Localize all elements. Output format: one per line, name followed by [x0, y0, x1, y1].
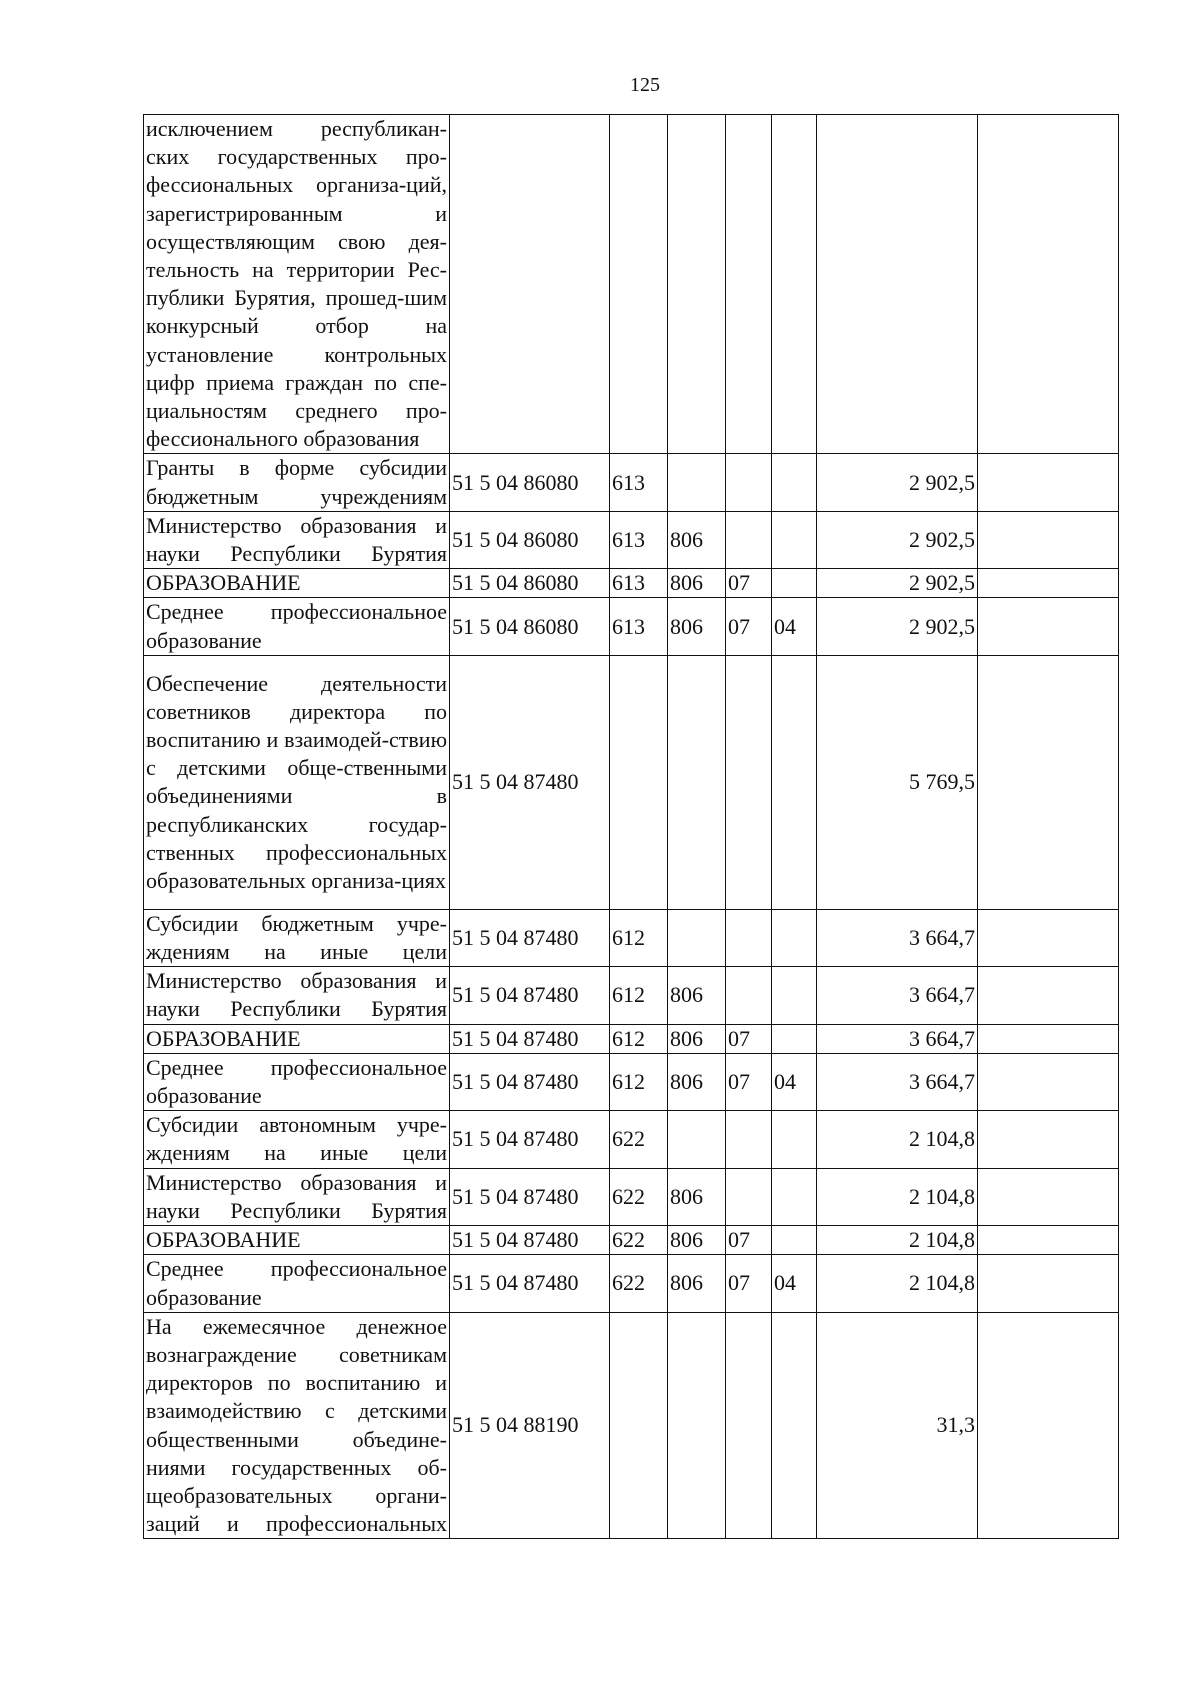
row-name: Министерство образования и науки Республики Бурятия: [144, 1168, 450, 1225]
subsection-code: [772, 115, 817, 454]
subsection-code: 04: [772, 598, 817, 655]
table-row: [144, 598, 1119, 655]
subsection-code: [772, 1226, 817, 1255]
amount: 3 664,7: [817, 1053, 978, 1110]
expense-type-code: [610, 655, 668, 909]
target-article-code: 51 5 04 86080: [450, 598, 610, 655]
subsection-code: [772, 967, 817, 1024]
empty-cell: [978, 655, 1119, 909]
subsection-code: 04: [772, 1255, 817, 1312]
table-row: [144, 1168, 1119, 1225]
amount: [817, 115, 978, 454]
amount: 2 104,8: [817, 1226, 978, 1255]
expense-type-code: 622: [610, 1255, 668, 1312]
target-article-code: [450, 115, 610, 454]
amount: 3 664,7: [817, 967, 978, 1024]
empty-cell: [978, 115, 1119, 454]
empty-cell: [978, 511, 1119, 568]
target-article-code: 51 5 04 86080: [450, 511, 610, 568]
administrator-code: 806: [668, 1053, 726, 1110]
expense-type-code: 622: [610, 1226, 668, 1255]
table-row: [144, 1053, 1119, 1110]
amount: 2 104,8: [817, 1111, 978, 1168]
administrator-code: 806: [668, 1226, 726, 1255]
target-article-code: 51 5 04 87480: [450, 1226, 610, 1255]
administrator-code: 806: [668, 511, 726, 568]
empty-cell: [978, 1053, 1119, 1110]
table-row: [144, 115, 1119, 454]
section-code: [726, 1312, 772, 1539]
expense-type-code: 613: [610, 511, 668, 568]
amount: 3 664,7: [817, 1024, 978, 1053]
target-article-code: 51 5 04 88190: [450, 1312, 610, 1539]
subsection-code: [772, 454, 817, 511]
empty-cell: [978, 1255, 1119, 1312]
row-name: ОБРАЗОВАНИЕ: [144, 1226, 450, 1255]
empty-cell: [978, 967, 1119, 1024]
row-name: Субсидии бюджетным учре-ждениям на иные цели: [144, 909, 450, 966]
table-row: [144, 1226, 1119, 1255]
target-article-code: 51 5 04 87480: [450, 1053, 610, 1110]
table-row: [144, 655, 1119, 909]
amount: 2 902,5: [817, 569, 978, 598]
empty-cell: [978, 598, 1119, 655]
section-code: 07: [726, 1226, 772, 1255]
section-code: [726, 454, 772, 511]
table-row: [144, 1255, 1119, 1312]
table-row: [144, 909, 1119, 966]
table-row: [144, 454, 1119, 511]
administrator-code: 806: [668, 1255, 726, 1312]
section-code: [726, 655, 772, 909]
row-name: На ежемесячное денежное вознаграждение советникам директоров по воспитанию и взаимодействию с детскими общественными объедине-ниями государственных об-щеобразовательных органи-заций и профессиональных: [144, 1312, 450, 1539]
amount: 2 902,5: [817, 454, 978, 511]
subsection-code: [772, 1111, 817, 1168]
amount: 2 902,5: [817, 511, 978, 568]
administrator-code: [668, 655, 726, 909]
target-article-code: 51 5 04 86080: [450, 454, 610, 511]
section-code: 07: [726, 569, 772, 598]
amount: 2 902,5: [817, 598, 978, 655]
table-row: [144, 967, 1119, 1024]
administrator-code: 806: [668, 967, 726, 1024]
section-code: [726, 909, 772, 966]
table-row: [144, 1024, 1119, 1053]
empty-cell: [978, 569, 1119, 598]
administrator-code: 806: [668, 569, 726, 598]
administrator-code: 806: [668, 1168, 726, 1225]
expense-type-code: 612: [610, 1024, 668, 1053]
row-name: ОБРАЗОВАНИЕ: [144, 569, 450, 598]
expense-type-code: 612: [610, 1053, 668, 1110]
empty-cell: [978, 909, 1119, 966]
amount: 3 664,7: [817, 909, 978, 966]
administrator-code: 806: [668, 1024, 726, 1053]
administrator-code: 806: [668, 598, 726, 655]
subsection-code: [772, 569, 817, 598]
row-name: ОБРАЗОВАНИЕ: [144, 1024, 450, 1053]
empty-cell: [978, 1024, 1119, 1053]
target-article-code: 51 5 04 87480: [450, 1255, 610, 1312]
row-name: Среднее профессиональное образование: [144, 1255, 450, 1312]
administrator-code: [668, 115, 726, 454]
empty-cell: [978, 1226, 1119, 1255]
amount: 2 104,8: [817, 1168, 978, 1225]
section-code: 07: [726, 598, 772, 655]
expense-type-code: 613: [610, 569, 668, 598]
row-name: Министерство образования и науки Республики Бурятия: [144, 967, 450, 1024]
subsection-code: [772, 1024, 817, 1053]
table-row: [144, 1312, 1119, 1539]
section-code: 07: [726, 1053, 772, 1110]
section-code: 07: [726, 1024, 772, 1053]
row-name: Субсидии автономным учре-ждениям на иные цели: [144, 1111, 450, 1168]
target-article-code: 51 5 04 87480: [450, 909, 610, 966]
target-article-code: 51 5 04 87480: [450, 1024, 610, 1053]
administrator-code: [668, 1312, 726, 1539]
expense-type-code: 622: [610, 1168, 668, 1225]
expense-type-code: 613: [610, 598, 668, 655]
empty-cell: [978, 1168, 1119, 1225]
amount: 5 769,5: [817, 655, 978, 909]
target-article-code: 51 5 04 86080: [450, 569, 610, 598]
expense-type-code: 612: [610, 909, 668, 966]
section-code: 07: [726, 1255, 772, 1312]
section-code: [726, 1168, 772, 1225]
table-row: [144, 1111, 1119, 1168]
subsection-code: 04: [772, 1053, 817, 1110]
target-article-code: 51 5 04 87480: [450, 967, 610, 1024]
section-code: [726, 967, 772, 1024]
page-number: 125: [630, 74, 660, 96]
table-row: [144, 511, 1119, 568]
amount: 2 104,8: [817, 1255, 978, 1312]
row-name: Министерство образования и науки Республики Бурятия: [144, 511, 450, 568]
expense-type-code: 612: [610, 967, 668, 1024]
expense-type-code: 622: [610, 1111, 668, 1168]
subsection-code: [772, 1312, 817, 1539]
administrator-code: [668, 909, 726, 966]
empty-cell: [978, 1312, 1119, 1539]
empty-cell: [978, 454, 1119, 511]
row-name: Гранты в форме субсидии бюджетным учреждениям: [144, 454, 450, 511]
row-name: Среднее профессиональное образование: [144, 1053, 450, 1110]
target-article-code: 51 5 04 87480: [450, 1168, 610, 1225]
administrator-code: [668, 1111, 726, 1168]
table-row: [144, 569, 1119, 598]
row-name: Среднее профессиональное образование: [144, 598, 450, 655]
budget-table: [143, 114, 1119, 1539]
expense-type-code: [610, 1312, 668, 1539]
target-article-code: 51 5 04 87480: [450, 1111, 610, 1168]
empty-cell: [978, 1111, 1119, 1168]
expense-type-code: 613: [610, 454, 668, 511]
subsection-code: [772, 511, 817, 568]
target-article-code: 51 5 04 87480: [450, 655, 610, 909]
amount: 31,3: [817, 1312, 978, 1539]
section-code: [726, 511, 772, 568]
row-name: исключением республикан-ских государственных про-фессиональных организа-ций, зарегистрированным и осуществляющим свою дея-тельность на территории Рес-публики Бурятия, прошед-шим конкурсный отбор на установление контрольных цифр приема граждан по спе-циальностям среднего про-фессионального образования: [144, 115, 450, 454]
subsection-code: [772, 909, 817, 966]
section-code: [726, 115, 772, 454]
expense-type-code: [610, 115, 668, 454]
subsection-code: [772, 655, 817, 909]
row-name: Обеспечение деятельности советников директора по воспитанию и взаимодей-ствию с детскими обще-ственными объединениями в республиканских государ-ственных профессиональных образовательных организа-циях: [144, 655, 450, 909]
subsection-code: [772, 1168, 817, 1225]
section-code: [726, 1111, 772, 1168]
administrator-code: [668, 454, 726, 511]
